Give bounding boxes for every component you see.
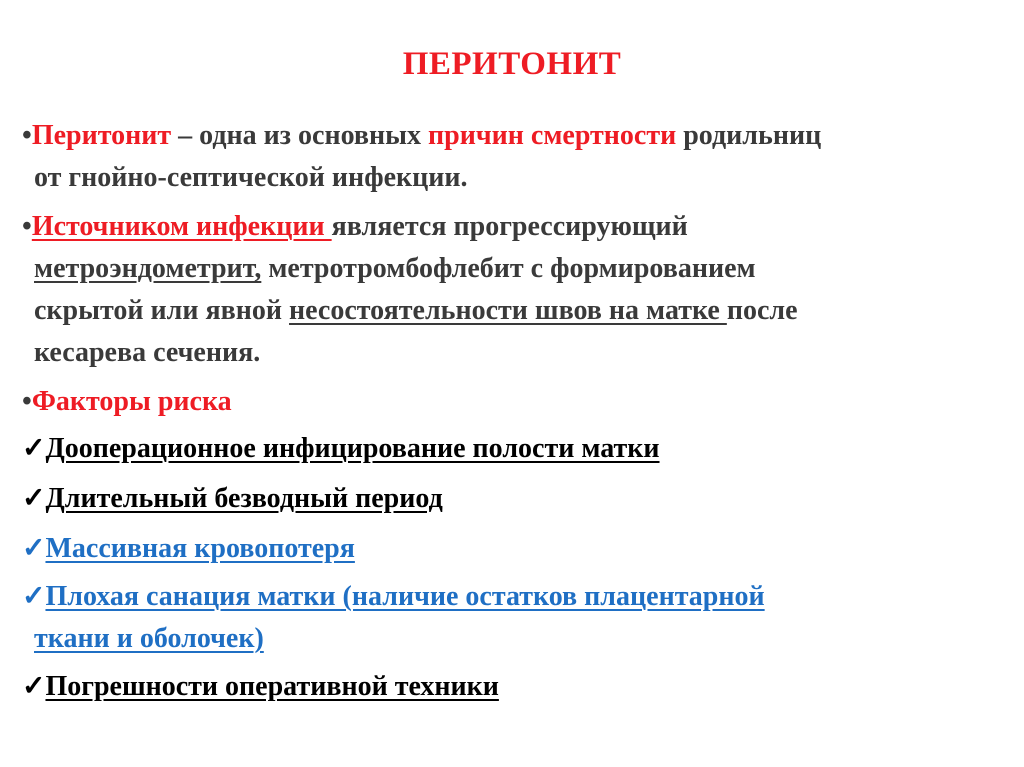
bullet-risk-factors-heading <box>22 381 1012 423</box>
text-segment: после <box>726 295 798 326</box>
text-segment: родильниц <box>676 120 822 151</box>
checkmark-icon: ✓ <box>22 533 46 564</box>
bullet-peritonitis-definition <box>22 115 1012 199</box>
risk-factors-heading: Факторы риска <box>31 386 232 417</box>
bullet-marker: • <box>22 120 32 151</box>
slide-title: ПЕРИТОНИТ <box>402 46 622 82</box>
risk-item-text: Дооперационное инфицирование полости матки <box>45 433 660 464</box>
text-segment: – одна из основных <box>171 120 428 151</box>
continuation-line <box>22 618 1012 660</box>
risk-item <box>22 576 1012 660</box>
risk-item <box>22 666 1012 708</box>
checkmark-icon: ✓ <box>22 483 46 514</box>
risk-item-text: Массивная кровопотеря <box>45 533 355 564</box>
risk-item-text: Погрешности оперативной техники <box>45 671 499 702</box>
risk-item <box>22 478 1012 520</box>
term-metroendometritis: метроэндометрит, <box>34 253 262 284</box>
text-segment: является прогрессирующий <box>331 211 688 242</box>
bullet-infection-source <box>22 206 1012 374</box>
checkmark-icon: ✓ <box>22 581 46 612</box>
term-infection-source: Источником инфекции <box>31 211 332 242</box>
continuation-line: от гнойно-септической инфекции. <box>34 162 468 193</box>
bullet-marker: • <box>22 386 32 417</box>
text-segment: скрытой или явной <box>34 295 290 326</box>
risk-item-text: Плохая санация матки (наличие остатков плацентарной <box>45 581 765 612</box>
term-peritonitis: Перитонит <box>31 120 172 151</box>
checkmark-icon: ✓ <box>22 671 46 702</box>
continuation-line <box>22 248 1012 290</box>
bullet-marker: • <box>22 211 32 242</box>
text-segment: метротромбофлебит с формированием <box>261 253 756 284</box>
risk-item <box>22 528 1012 570</box>
continuation-line: кесарева сечения. <box>34 337 261 368</box>
risk-item <box>22 428 1012 470</box>
continuation-line <box>22 290 1012 332</box>
risk-item-text-cont: ткани и оболочек) <box>34 623 264 654</box>
highlight-mortality: причин смертности <box>428 120 677 151</box>
checkmark-icon: ✓ <box>22 433 46 464</box>
term-suture-failure: несостоятельности швов на матке <box>289 295 727 326</box>
risk-item-text: Длительный безводный период <box>45 483 443 514</box>
